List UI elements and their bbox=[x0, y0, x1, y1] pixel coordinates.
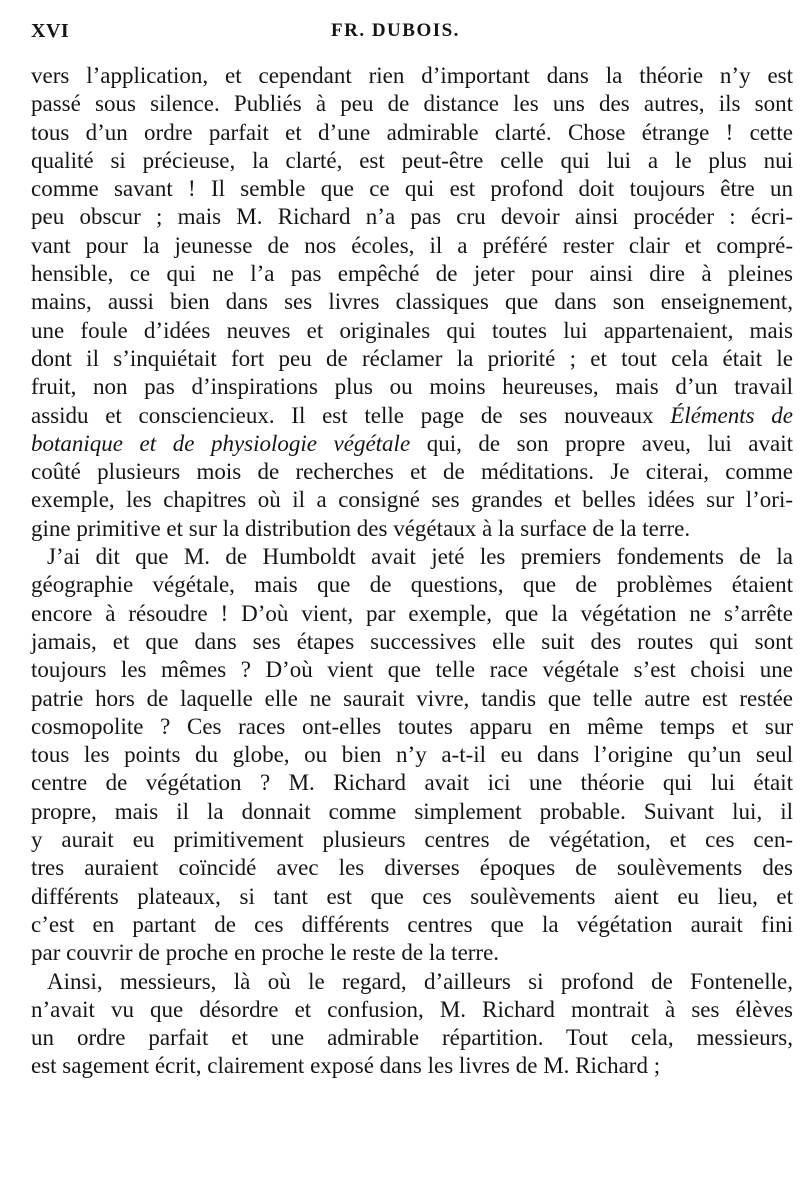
text-line: une foule d’idées neuves et originales qui toutes lui appartenaient, mais bbox=[31, 317, 793, 343]
text-line: assidu et consciencieux. Il est telle page de ses nouveaux Éléments de bbox=[31, 402, 793, 428]
text-line: jamais, et que dans ses étapes successives elle suit des routes qui sont bbox=[31, 628, 793, 654]
paragraph bbox=[31, 543, 793, 967]
text-line: n’avait vu que désordre et confusion, M. Richard montrait à ses élèves bbox=[31, 996, 793, 1022]
text-line: un ordre parfait et une admirable répartition. Tout cela, messieurs, bbox=[31, 1025, 793, 1051]
running-title: FR. DUBOIS. bbox=[331, 20, 460, 41]
text-line: cosmopolite ? Ces races ont-elles toutes apparu en même temps et sur bbox=[31, 713, 793, 739]
text-line: comme savant ! Il semble que ce qui est profond doit toujours être un bbox=[31, 176, 793, 202]
text-line: peu obscur ; mais M. Richard n’a pas cru devoir ainsi procéder : écri- bbox=[31, 204, 793, 230]
text-line: J’ai dit que M. de Humboldt avait jeté les premiers fondements de la bbox=[47, 544, 793, 570]
text-line: est sagement écrit, clairement exposé dans les livres de M. Richard ; bbox=[31, 1053, 661, 1079]
text-line: tres auraient coïncidé avec les diverses époques de soulèvements des bbox=[31, 855, 793, 881]
text-line: Ainsi, messieurs, là où le regard, d’ailleurs si profond de Fontenelle, bbox=[47, 968, 793, 994]
text-line: tous d’un ordre parfait et d’une admirable clarté. Chose étrange ! cette bbox=[31, 119, 793, 145]
text-line: propre, mais il la donnait comme simplement probable. Suivant lui, il bbox=[31, 798, 793, 824]
text-line: dont il s’inquiétait fort peu de réclamer la priorité ; et tout cela était le bbox=[31, 345, 793, 371]
text-line: toujours les mêmes ? D’où vient que telle race végétale s’est choisi une bbox=[31, 657, 793, 683]
text-line: vant pour la jeunesse de nos écoles, il a préféré rester clair et compré- bbox=[31, 232, 793, 258]
paragraph bbox=[31, 968, 793, 1081]
text-line: encore à résoudre ! D’où vient, par exemple, que la végétation ne s’arrête bbox=[31, 600, 793, 626]
page-number: XVI bbox=[31, 20, 70, 42]
text-line: y aurait eu primitivement plusieurs centres de végétation, et ces cen- bbox=[31, 827, 793, 853]
text-line: patrie hors de laquelle elle ne saurait vivre, tandis que telle autre est restée bbox=[31, 685, 793, 711]
text-line: centre de végétation ? M. Richard avait ici une théorie qui lui était bbox=[31, 770, 793, 796]
paragraph bbox=[31, 62, 793, 543]
text-line: c’est en partant de ces différents centres que la végétation aurait fini bbox=[31, 911, 793, 937]
text-line: géographie végétale, mais que de questions, que de problèmes étaient bbox=[31, 572, 793, 598]
text-line: qualité si précieuse, la clarté, est peut-être celle qui lui a le plus nui bbox=[31, 147, 793, 173]
text-line: passé sous silence. Publiés à peu de distance les uns des autres, ils sont bbox=[31, 91, 793, 117]
text-line: tous les points du globe, ou bien n’y a-t-il eu dans l’origine qu’un seul bbox=[31, 742, 793, 768]
text-line: gine primitive et sur la distribution des végétaux à la surface de la terre. bbox=[31, 515, 691, 541]
text-line: fruit, non pas d’inspirations plus ou moins heureuses, mais d’un travail bbox=[31, 374, 793, 400]
text-line: vers l’application, et cependant rien d’important dans la théorie n’y est bbox=[31, 63, 793, 88]
text-line: botanique et de physiologie végétale qui, de son propre aveu, lui avait bbox=[31, 430, 793, 456]
text-line: mains, aussi bien dans ses livres classiques que dans son enseignement, bbox=[31, 289, 793, 315]
text-line: coûté plusieurs mois de recherches et de méditations. Je citerai, comme bbox=[31, 459, 793, 485]
text-line: par couvrir de proche en proche le reste de la terre. bbox=[31, 940, 500, 966]
body-text bbox=[31, 62, 793, 1081]
running-head bbox=[31, 20, 782, 46]
text-line: exemple, les chapitres où il a consigné ses grandes et belles idées sur l’ori- bbox=[31, 487, 793, 513]
text-line: hensible, ce qui ne l’a pas empêché de jeter pour ainsi dire à pleines bbox=[31, 261, 793, 287]
text-line: différents plateaux, si tant est que ces soulèvements aient eu lieu, et bbox=[31, 883, 793, 909]
